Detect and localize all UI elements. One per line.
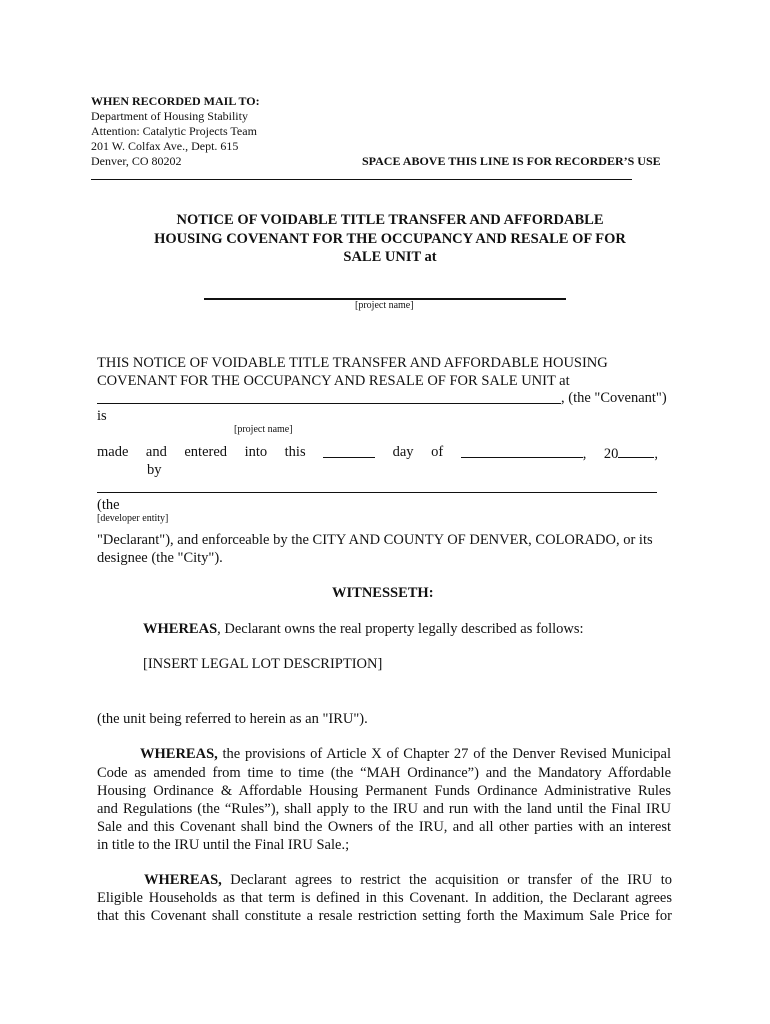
year-group: 20 , xyxy=(603,446,658,462)
developer-caption: [developer entity] xyxy=(97,513,169,524)
year-prefix: 20 xyxy=(603,446,619,462)
year-blank xyxy=(618,444,654,458)
project-name-blank xyxy=(97,403,561,404)
whereas-3-text-1: Declarant agrees to restrict the acquisition or transfer of the IRU to xyxy=(221,872,672,888)
project-name-caption: [project name] xyxy=(355,300,414,311)
recorder-notice: SPACE ABOVE THIS LINE IS FOR RECORDER’S USE xyxy=(362,154,661,168)
title-line-2: HOUSING COVENANT FOR THE OCCUPANCY AND RESALE OF FOR xyxy=(154,231,626,247)
month-blank-group: , xyxy=(461,444,587,464)
developer-blank xyxy=(97,492,657,493)
and-word: and xyxy=(145,444,167,460)
whereas-3-line-1 xyxy=(97,871,672,889)
entered-word: entered xyxy=(184,444,228,460)
whereas-2-lead: WHEREAS, xyxy=(140,746,218,762)
into-word: into xyxy=(244,444,268,460)
is-word: is xyxy=(97,408,107,424)
address-line-3: 201 W. Colfax Ave., Dept. 615 xyxy=(91,139,239,153)
whereas-2-line-2: Code as amended from time to time (the “MAH Ordinance”) and the Mandatory Affordable xyxy=(97,765,671,781)
whereas-2-line-5: Sale and this Covenant shall bind the Owners of the IRU, and all other parties with an interest xyxy=(97,819,671,835)
this-word: this xyxy=(284,444,306,460)
declarant-line-2: designee (the "City"). xyxy=(97,550,223,566)
of-word: of xyxy=(431,444,444,460)
day-blank xyxy=(323,444,375,458)
day-word: day xyxy=(392,444,414,460)
month-blank xyxy=(461,444,583,458)
whereas-3-line-2: Eligible Households as that term is defined in this Covenant. In addition, the Declarant agrees xyxy=(97,890,672,906)
whereas-2-line-1 xyxy=(97,745,671,763)
intro-line-2: COVENANT FOR THE OCCUPANCY AND RESALE OF FOR SALE UNIT at xyxy=(97,373,570,389)
whereas-1 xyxy=(143,621,584,638)
intro-project-caption: [project name] xyxy=(234,424,293,435)
title-line-1: NOTICE OF VOIDABLE TITLE TRANSFER AND AFFORDABLE xyxy=(176,212,604,228)
whereas-3-line-3: that this Covenant shall constitute a resale restriction setting forth the Maximum Sale Price for xyxy=(97,908,672,924)
intro-line-1: THIS NOTICE OF VOIDABLE TITLE TRANSFER AND AFFORDABLE HOUSING xyxy=(97,355,608,371)
title-line-3: SALE UNIT at xyxy=(343,249,437,265)
whereas-1-text: , Declarant owns the real property legally described as follows: xyxy=(217,621,584,637)
whereas-3-lead: WHEREAS, xyxy=(144,872,222,888)
whereas-2-line-6: in title to the IRU until the Final IRU Sale.; xyxy=(97,837,350,853)
the-word: (the xyxy=(97,497,120,513)
covenant-label: , (the "Covenant") xyxy=(561,390,667,406)
mail-to-heading: WHEN RECORDED MAIL TO: xyxy=(91,94,260,108)
address-line-4: Denver, CO 80202 xyxy=(91,154,182,168)
declarant-line-1: "Declarant"), and enforceable by the CITY AND COUNTY OF DENVER, COLORADO, or its xyxy=(97,532,653,548)
iru-note: (the unit being referred to herein as an "IRU"). xyxy=(97,711,368,727)
made-entered-row xyxy=(97,444,658,464)
address-line-2: Attention: Catalytic Projects Team xyxy=(91,124,257,138)
by-word: by xyxy=(147,462,162,478)
address-line-1: Department of Housing Stability xyxy=(91,109,248,123)
legal-description-placeholder: [INSERT LEGAL LOT DESCRIPTION] xyxy=(143,656,383,672)
whereas-2-text-1: the provisions of Article X of Chapter 27 of the Denver Revised Municipal xyxy=(217,746,671,762)
recorder-divider xyxy=(91,179,632,180)
whereas-1-lead: WHEREAS xyxy=(143,621,218,637)
made-word: made xyxy=(97,444,129,460)
whereas-2-line-3: Housing Ordinance & Affordable Housing Permanent Funds Ordinance Administrative Rules xyxy=(97,783,671,799)
witnesseth-heading: WITNESSETH: xyxy=(332,585,434,601)
whereas-2-line-4: and Regulations (the “Rules”), shall apply to the IRU and run with the land until the Final IRU xyxy=(97,801,671,817)
